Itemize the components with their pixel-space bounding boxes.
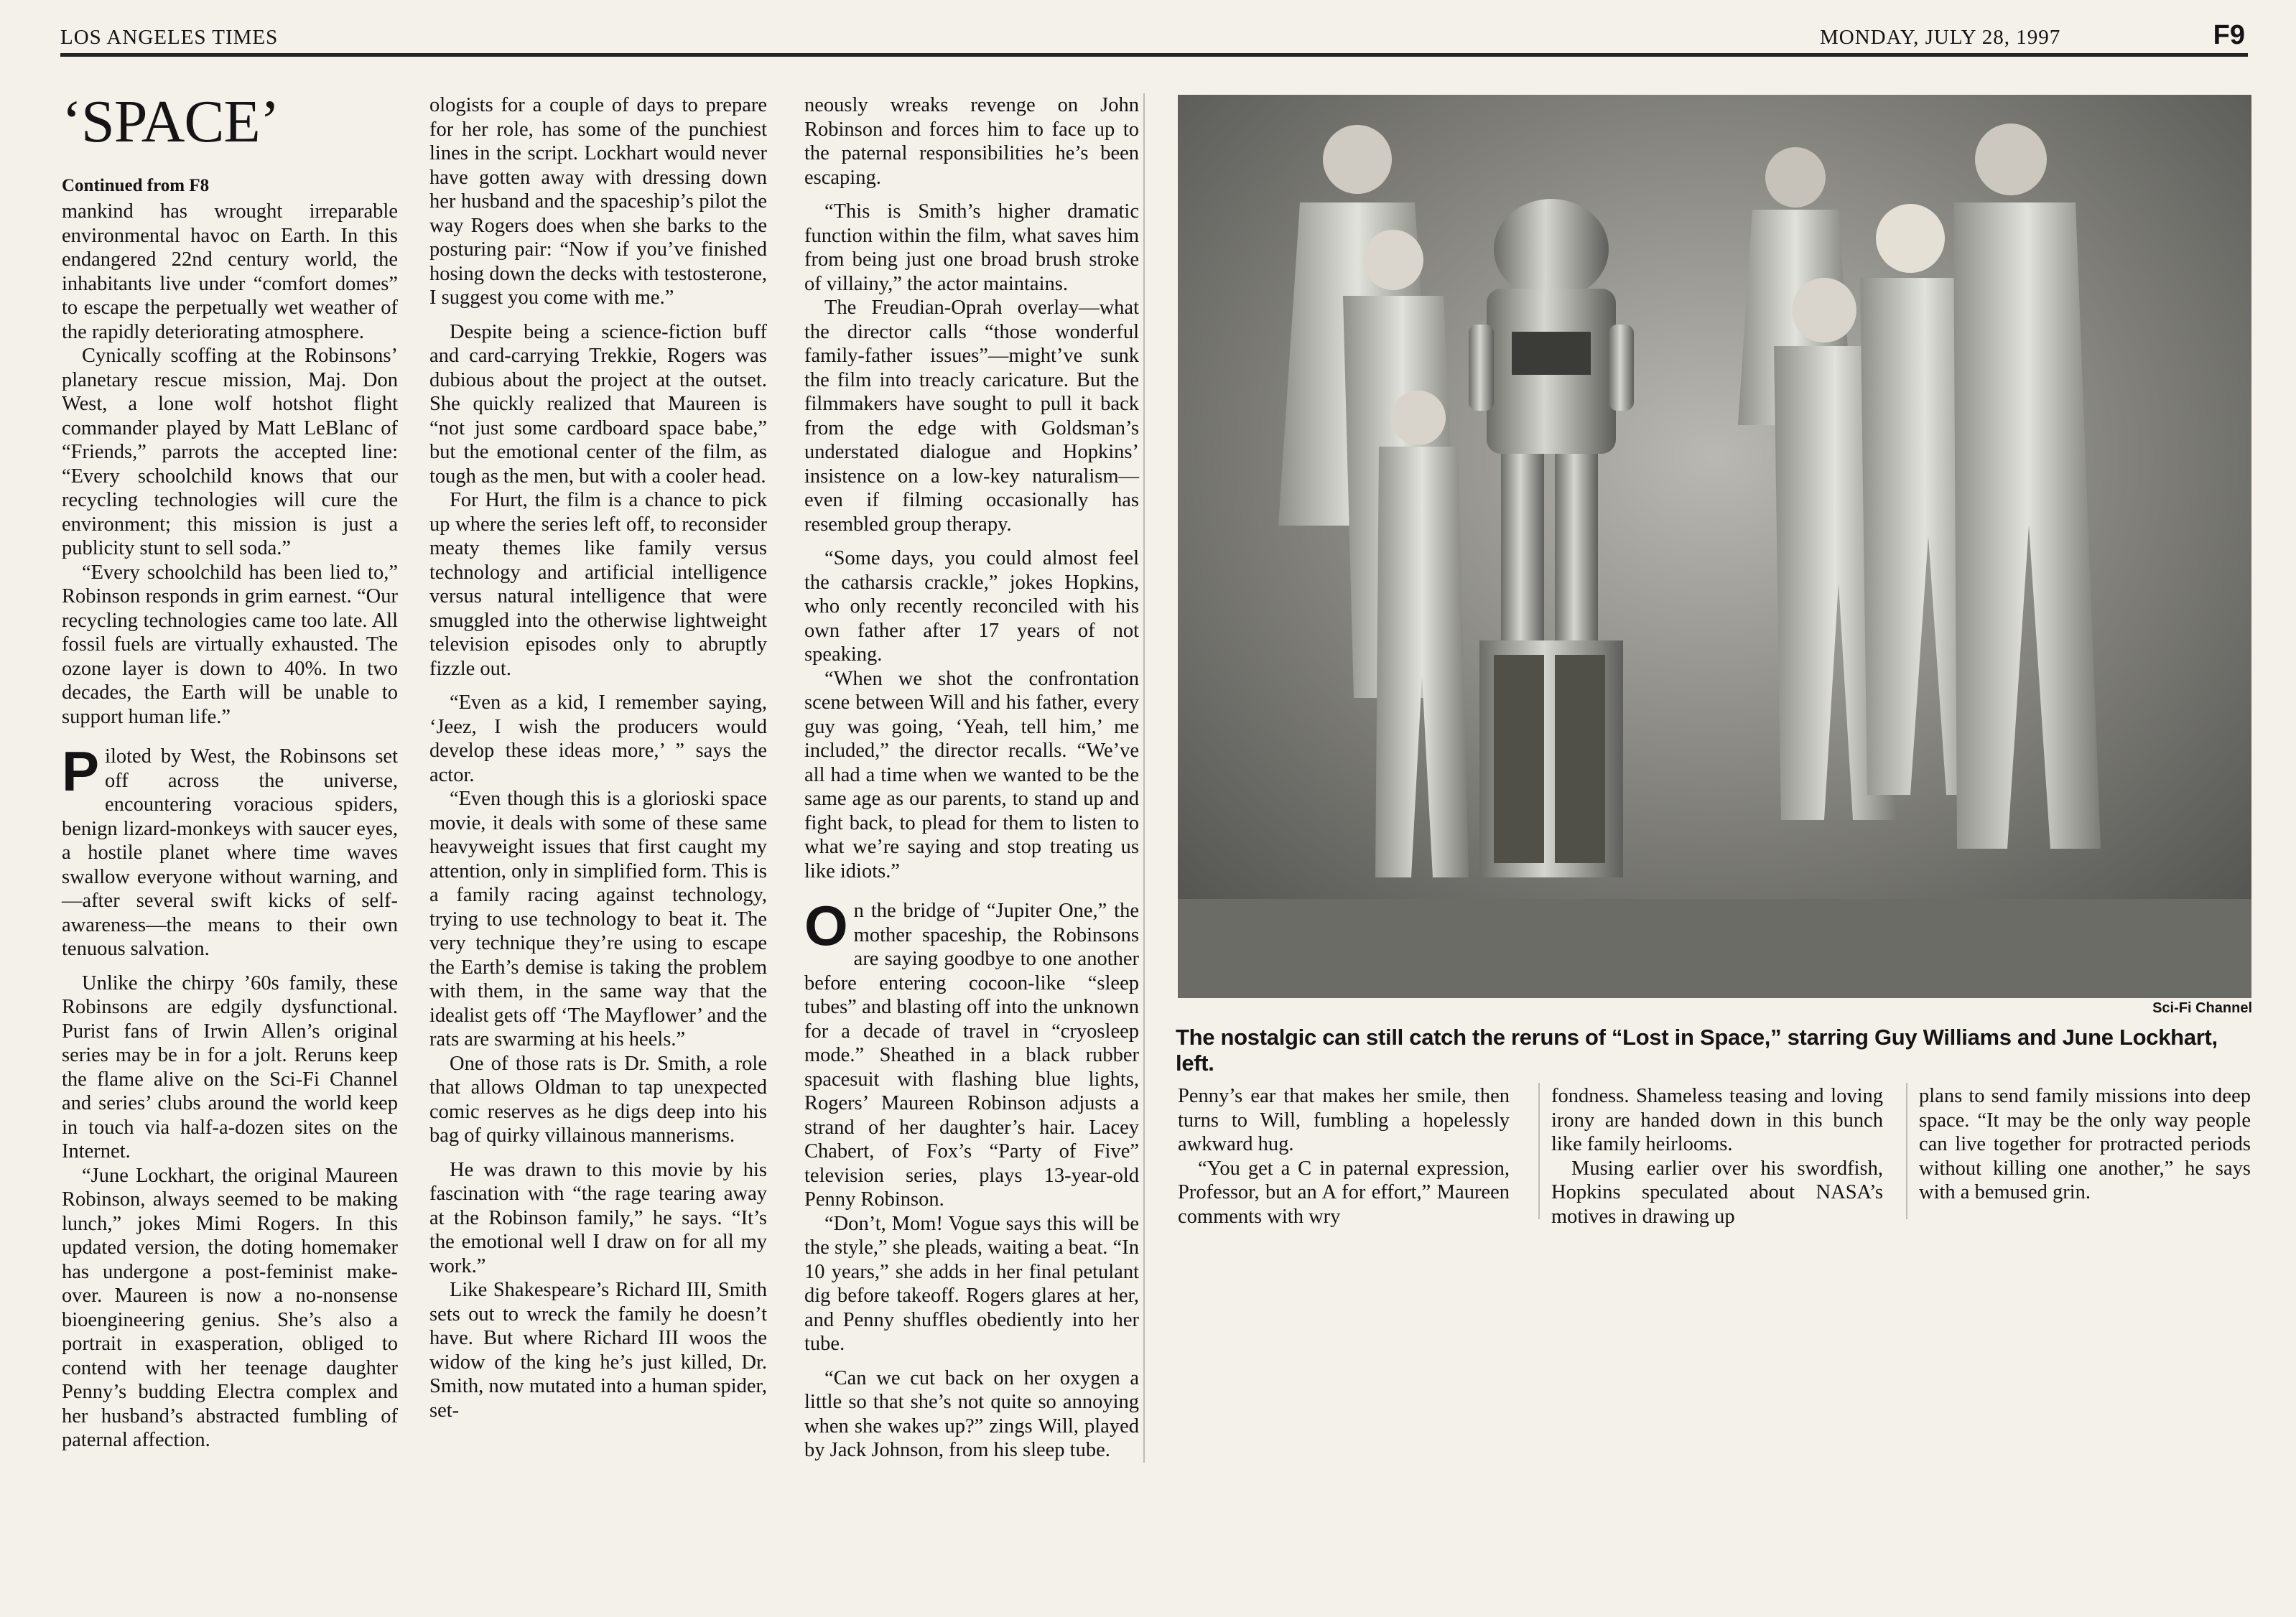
photo-caption: The nostalgic can still catch the reruns of “Lost in Space,” starring Guy Williams and June Lockhart, left. [1176,1025,2218,1076]
article-column-3 [804,93,1145,1463]
paragraph: Unlike the chirpy ’60s family, these Robinsons are edgily dysfunctional. Purist fans of Irwin Allen’s original series may be in for a jolt. Reruns keep the flame alive on the Sci-Fi Channel and series’ clubs around the world keep in touch via half-a-dozen sites on the Internet. [62,971,398,1162]
masthead [60,22,2248,57]
paragraph: Like Shakespeare’s Richard III, Smith sets out to wreck the family he doesn’t have. But where Richard III woos the widow of the king he’s just killed, Dr. Smith, now mutated into a human spider, set- [429,1279,767,1422]
continued-from: Continued from F8 [62,176,210,195]
article-column-2 [429,93,767,1422]
paragraph: plans to send family missions into deep space. “It may be the only way people can live together for protracted periods without killing one another,” he says with a bemused grin. [1919,1085,2251,1203]
column-rule [1906,1083,1907,1219]
article-column-6 [1919,1084,2251,1205]
paragraph: “Some days, you could almost feel the catharsis crackle,” jokes Hopkins, who only recently reconciled with his own father after 17 years of not speaking. [804,547,1139,666]
article-column-1 [62,86,398,1453]
paragraph: Penny’s ear that makes her smile, then turns to Will, fumbling a hopelessly awkward hug. [1178,1085,1510,1155]
paragraph: Despite being a science-fiction buff and card-carrying Trekkie, Rogers was dubious about the project at the outset. She quickly realized that Maureen is “not just some cardboard space babe,” but the emotional center of the film, as tough as the men, but with a cooler head. [429,320,767,488]
drop-cap: O [804,894,848,957]
paragraph: “Even as a kid, I remember saying, ‘Jeez, I wish the producers would develop these ideas more,’ ” says the actor. [429,691,767,786]
paragraph: “Even though this is a glorioski space movie, it deals with some of these same heavyweight issues that first caught my attention, only in simplified form. This is a family racing against technology, trying to use technology to beat it. The very technique they’re using to escape the Earth’s demise is taking the problem with them, in the same way that the idealist gets off ‘The Mayflower’ and the rats are swarming at his heels.” [429,788,767,1050]
article-column-5 [1551,1084,1883,1229]
paragraph-text: iloted by West, the Robinsons set off across the universe, encountering voracious spiders, benign lizard-monkeys with saucer eyes, a hostile planet where time waves swallow everyone without warning, and—after several swift kicks of self-awareness—the means to their own tenuous salvation. [62,745,398,960]
paragraph: “You get a C in paternal expression, Professor, but an A for effort,” Maureen comments with wry [1178,1157,1510,1228]
paragraph: “June Lockhart, the original Maureen Robinson, always seemed to be making lunch,” jokes Mimi Rogers. In this updated version, the doting homemaker has undergone a post-feminist make-over. Maureen is now a no-nonsense bioengineering genius. She’s also a portrait in exasperation, obliged to contend with her teenage daughter Penny’s budding Electra complex and her husband’s abstracted fumbling of paternal affection. [62,1164,398,1451]
column-rule [1538,1083,1540,1219]
issue-date: MONDAY, JULY 28, 1997 [1820,26,2061,49]
paragraph: “When we shot the confrontation scene between Will and his father, every guy was going, ‘Yeah, tell him,’ me included,” the director recalls. “We’ve all had a time when we wanted to be the same age as our parents, to stand up and fight back, to plead for them to listen to what we’re saying and stop treating us like idiots.” [804,667,1139,882]
paragraph: mankind has wrought irreparable environmental havoc on Earth. In this endangered 22nd century world, the inhabitants live under “comfort domes” to escape the perpetually wet weather of the rapidly deteriorating atmosphere. [62,200,398,343]
paragraph: One of those rats is Dr. Smith, a role that allows Oldman to tap unexpected comic reserves as he digs deep into his bag of quirky villainous mannerisms. [429,1052,767,1147]
paragraph: “Don’t, Mom! Vogue says this will be the style,” she pleads, waiting a beat. “In 10 years,” she adds in her final petulant dig before takeoff. Rogers glares at her, and Penny shuffles obediently into her tube. [804,1212,1139,1355]
newspaper-name: LOS ANGELES TIMES [60,26,279,49]
paragraph: The Freudian-Oprah overlay—what the director calls “those wonderful family-father issues”—might’ve sunk the film into treacly caricature. But the filmmakers have sought to pull it back from the edge with Goldsman’s understated dialogue and Hopkins’ insistence on a low-key naturalism—even if filming occasionally has resembled group therapy. [804,297,1139,536]
drop-cap: P [62,740,100,803]
paragraph: “Can we cut back on her oxygen a little so that she’s not quite so annoying when she wakes up?” zings Will, played by Jack Johnson, from his sleep tube. [804,1366,1139,1461]
page-number: F9 [2213,20,2245,50]
paragraph-dropcap [62,740,398,961]
paragraph: He was drawn to this movie by his fascination with “the rage tearing away at the Robinson family,” he says. “It’s the emotional well I draw on for all my work.” [429,1158,767,1277]
photo-credit: Sci-Fi Channel [2152,1000,2252,1016]
paragraph: “Every schoolchild has been lied to,” Robinson responds in grim earnest. “Our recycling technologies came too late. All fossil fuels are virtually exhausted. The ozone layer is down to 40%. In two decades, the Earth will be unable to support human life.” [62,561,398,728]
paragraph-text: n the bridge of “Jupiter One,” the mother spaceship, the Robinsons are saying goodbye to one another before entering cocoon-like “sleep tubes” and blasting off into the unknown for a decade of travel in “cryosleep mode.” Sheathed in a black rubber spacesuit with flashing blue lights, Rogers’ Maureen Robinson adjusts a strand of her daughter’s hair. Lacey Chabert, of Fox’s “Party of Five” television series, plays 13-year-old Penny Robinson. [804,900,1139,1211]
headline: ‘SPACE’ [62,88,279,155]
paragraph: Cynically scoffing at the Robinsons’ planetary rescue mission, Maj. Don West, a lone wolf hotshot flight commander played by Matt LeBlanc of “Friends,” parrots the accepted line: “Every schoolchild knows that our recycling technologies will cure the environment; this mission is just a publicity stunt to sell soda.” [62,345,398,559]
paragraph-dropcap [804,894,1139,1212]
paragraph: Musing earlier over his swordfish, Hopkins speculated about NASA’s motives in drawing up [1551,1157,1883,1228]
cast-photo [1178,95,2251,998]
paragraph: For Hurt, the film is a chance to pick up where the series left off, to reconsider meaty themes like family versus technology and artificial intelligence versus natural intelligence that were smuggled into the otherwise lightweight television episodes only to abruptly fizzle out. [429,489,767,680]
article-column-4 [1178,1084,1510,1229]
cast-photo-illustration [1178,95,2251,998]
paragraph: ologists for a couple of days to prepare for her role, has some of the punchiest lines in the script. Lockhart would never have gotten away with dressing down her husband and the spaceship’s pilot the way Rogers does when she barks to the posturing pair: “Now if you’ve finished hosing down the decks with testosterone, I suggest you come with me.” [429,94,767,309]
paragraph: “This is Smith’s higher dramatic function within the film, what saves him from being just one broad brush stroke of villainy,” the actor maintains. [804,200,1139,295]
paragraph: neously wreaks revenge on John Robinson and forces him to face up to the paternal responsibilities he’s been escaping. [804,94,1139,189]
paragraph: fondness. Shameless teasing and loving irony are handed down in this bunch like family heirlooms. [1551,1085,1883,1155]
